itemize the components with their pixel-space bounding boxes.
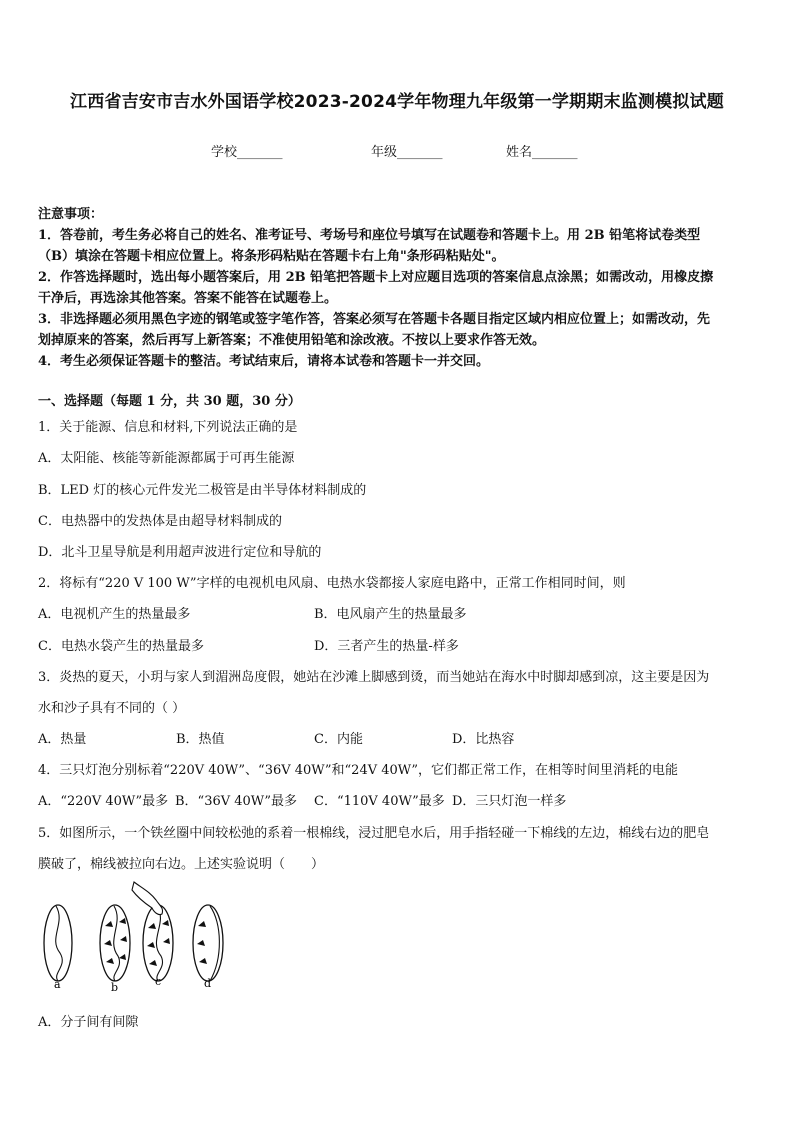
section-heading: 一、选择题（每题 1 分，共 30 题，30 分） — [38, 394, 301, 409]
q3-stem-line2: 水和沙子具有不同的（ ） — [38, 701, 186, 716]
notice-line: （B）填涂在答题卡相应位置上。将条形码粘贴在答题卡右上角"条形码粘贴处"。 — [38, 249, 505, 264]
q2-option-d: D．三者产生的热量-样多 — [314, 639, 459, 654]
q2-option-b: B．电风扇产生的热量最多 — [314, 607, 467, 622]
q3-option-d: D．比热容 — [452, 732, 515, 747]
figure-loop-a — [44, 905, 72, 981]
q4-option-b: B．“36V 40W”最多 — [175, 794, 298, 809]
q4-option-c: C．“110V 40W”最多 — [314, 794, 445, 809]
q5-option-a: A．分子间有间隙 — [38, 1015, 139, 1030]
school-field: 学校_______ — [211, 145, 283, 160]
q2-stem: 2．将标有“220 V 100 W”字样的电视机电风扇、电热水袋都接人家庭电路中，正常工作相同时间，则 — [38, 576, 626, 591]
q1-option-a: A．太阳能、核能等新能源都属于可再生能源 — [38, 451, 295, 466]
q2-option-a: A．电视机产生的热量最多 — [38, 607, 191, 622]
q3-option-a: A．热量 — [38, 732, 87, 747]
q3-option-b: B．热值 — [176, 732, 225, 747]
figure-label-d: d — [204, 977, 212, 990]
q2-option-c: C．电热水袋产生的热量最多 — [38, 639, 204, 654]
q1-option-c: C．电热器中的发热体是由超导材料制成的 — [38, 514, 282, 529]
grade-field: 年级_______ — [371, 145, 443, 160]
notice-heading: 注意事项： — [38, 207, 104, 222]
name-field: 姓名_______ — [506, 145, 578, 160]
q4-stem: 4．三只灯泡分别标着“220V 40W”、“36V 40W”和“24V 40W”，它们都正常工作，在相等时间里消耗的电能 — [38, 763, 679, 778]
figure-loop-d — [193, 905, 223, 981]
q1-stem: 1．关于能源、信息和材料,下列说法正确的是 — [38, 420, 298, 435]
student-info-row — [0, 141, 794, 161]
notice-line: 3．非选择题必须用黑色字迹的钢笔或签字笔作答，答案必须写在答题卡各题目指定区域内相应位置上；如需改动，先 — [38, 312, 711, 327]
q1-option-d: D．北斗卫星导航是利用超声波进行定位和导航的 — [38, 545, 322, 560]
q4-option-a: A．“220V 40W”最多 — [38, 794, 169, 809]
figure-label-c: c — [155, 975, 162, 988]
exam-title: 江西省吉安市吉水外国语学校2023-2024学年物理九年级第一学期期末监测模拟试题 — [70, 92, 724, 112]
q3-option-c: C．内能 — [314, 732, 363, 747]
notice-line: 干净后，再选涂其他答案。答案不能答在试题卷上。 — [38, 291, 338, 306]
soap-film-figure — [38, 878, 238, 998]
figure-label-b: b — [111, 981, 119, 994]
notice-line: 2．作答选择题时，选出每小题答案后，用 2B 铅笔把答题卡上对应题目选项的答案信息点涂黑；如需改动，用橡皮擦 — [38, 270, 714, 285]
q3-stem-line1: 3．炎热的夏天，小玥与家人到湄洲岛度假，她站在沙滩上脚感到烫，而当她站在海水中时脚却感到凉，这主要是因为 — [38, 670, 710, 685]
q1-option-b: B．LED 灯的核心元件发光二极管是由半导体材料制成的 — [38, 483, 367, 498]
figure-loop-c — [132, 882, 173, 981]
notice-line: 划掉原来的答案，然后再写上新答案；不准使用铅笔和涂改液。不按以上要求作答无效。 — [38, 333, 546, 348]
notice-line: 4．考生必须保证答题卡的整洁。考试结束后，请将本试卷和答题卡一并交回。 — [38, 354, 490, 369]
figure-label-a: a — [54, 978, 61, 991]
q5-stem-line1: 5．如图所示，一个铁丝圈中间较松弛的系着一根棉线，浸过肥皂水后，用手指轻碰一下棉线的左边，棉线右边的肥皂 — [38, 826, 710, 841]
q5-stem-line2: 膜破了，棉线被拉向右边。上述实验说明（ ） — [38, 857, 325, 872]
figure-loop-b — [100, 905, 130, 981]
q4-option-d: D．三只灯泡一样多 — [452, 794, 567, 809]
notice-line: 1．答卷前，考生务必将自己的姓名、准考证号、考场号和座位号填写在试题卷和答题卡上。用 2B 铅笔将试卷类型 — [38, 228, 701, 243]
